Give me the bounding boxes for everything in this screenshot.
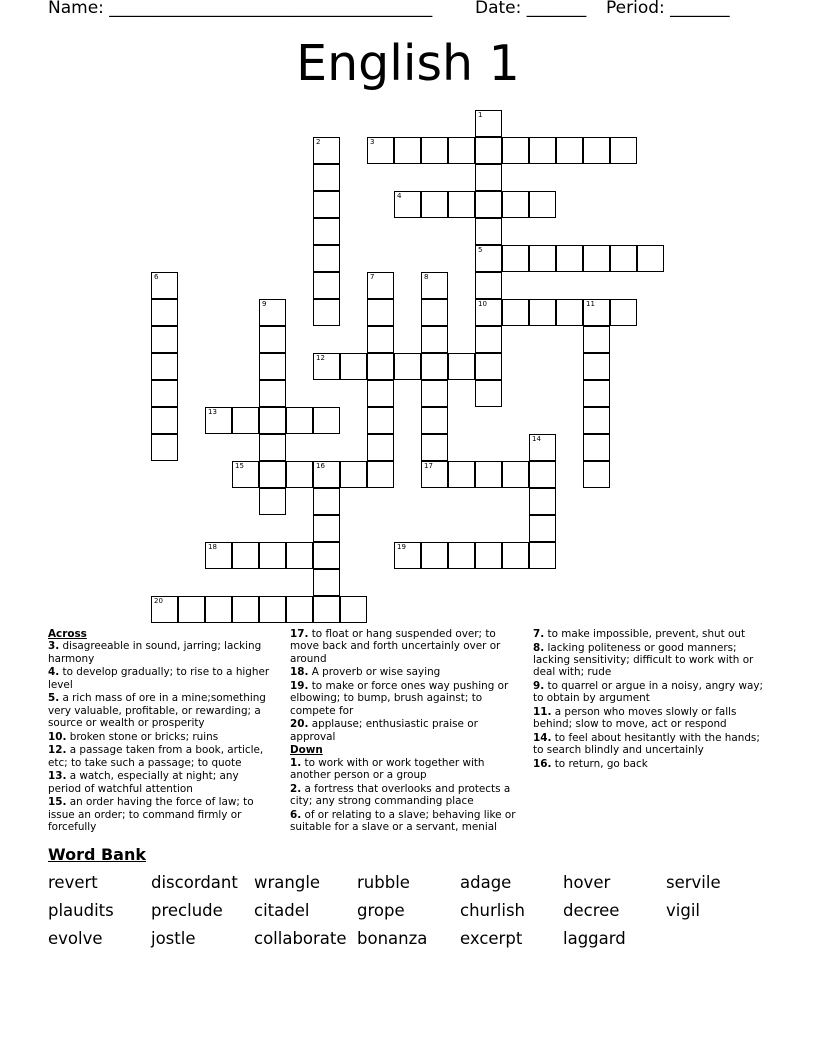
grid-cell[interactable]	[502, 542, 529, 569]
grid-cell[interactable]	[394, 137, 421, 164]
grid-cell[interactable]	[502, 137, 529, 164]
clues-column-2	[290, 628, 520, 834]
grid-cell[interactable]	[313, 596, 340, 623]
grid-cell[interactable]	[367, 299, 394, 326]
grid-cell[interactable]	[583, 380, 610, 407]
grid-cell[interactable]	[313, 461, 340, 488]
word-bank-item: vigil	[666, 901, 700, 920]
clue-text: to quarrel or argue in a noisy, angry way; to obtain by argument	[533, 679, 763, 705]
grid-cell[interactable]	[556, 245, 583, 272]
clue-text: lacking politeness or good manners; lacking sensitivity; difficult to work with or deal with; rude	[533, 641, 754, 679]
clue-text: to float or hang suspended over; to move back and forth uncertainly over or around	[290, 628, 501, 665]
grid-cell[interactable]	[313, 137, 340, 164]
clue-text: to work with or work together with another person or a group	[290, 756, 485, 781]
across-clue	[48, 692, 272, 729]
clue-number: 6.	[290, 808, 302, 821]
down-heading: Down	[290, 744, 323, 757]
grid-cell[interactable]	[340, 461, 367, 488]
grid-cell[interactable]	[583, 299, 610, 326]
grid-cell[interactable]	[394, 542, 421, 569]
down-clue	[533, 628, 769, 640]
word-bank-item: evolve	[48, 929, 103, 948]
grid-cell[interactable]	[475, 137, 502, 164]
clue-text: an order having the force of law; to issue an order; to command firmly or forcefully	[48, 796, 254, 833]
clue-text: a watch, especially at night; any period of watchful attention	[48, 770, 239, 795]
grid-cell[interactable]	[367, 326, 394, 353]
grid-cell[interactable]	[151, 299, 178, 326]
grid-number: 15	[235, 462, 244, 470]
grid-number: 8	[424, 273, 429, 281]
grid-cell[interactable]	[556, 299, 583, 326]
grid-cell[interactable]	[286, 407, 313, 434]
grid-number: 11	[586, 300, 595, 308]
grid-number: 1	[478, 111, 483, 119]
grid-cell[interactable]	[151, 272, 178, 299]
grid-cell[interactable]	[421, 299, 448, 326]
clue-text: to make impossible, prevent, shut out	[544, 628, 746, 640]
clue-text: applause; enthusiastic praise or approval	[290, 718, 478, 743]
grid-cell[interactable]	[259, 299, 286, 326]
clue-number: 14.	[533, 731, 552, 744]
clues-column-1	[48, 628, 272, 834]
grid-cell[interactable]	[421, 407, 448, 434]
clue-text: a person who moves slowly or falls behind; slow to move, act or respond	[533, 705, 737, 731]
grid-cell[interactable]	[529, 461, 556, 488]
word-bank-item: collaborate	[254, 929, 347, 948]
grid-cell[interactable]	[502, 191, 529, 218]
across-clue	[290, 718, 520, 743]
grid-number: 18	[208, 543, 217, 551]
grid-number: 13	[208, 408, 217, 416]
grid-number: 12	[316, 354, 325, 362]
grid-cell[interactable]	[340, 353, 367, 380]
clue-number: 10.	[48, 730, 67, 743]
grid-cell[interactable]	[529, 515, 556, 542]
word-bank-item: decree	[563, 901, 620, 920]
grid-cell[interactable]	[151, 353, 178, 380]
grid-cell[interactable]	[313, 542, 340, 569]
grid-number: 7	[370, 273, 375, 281]
grid-cell[interactable]	[367, 272, 394, 299]
grid-cell[interactable]	[475, 218, 502, 245]
down-clue	[290, 783, 520, 808]
clue-number: 4.	[48, 666, 60, 679]
grid-cell[interactable]	[475, 245, 502, 272]
clue-number: 17.	[290, 628, 309, 640]
grid-cell[interactable]	[421, 380, 448, 407]
grid-cell[interactable]	[232, 407, 259, 434]
grid-cell[interactable]	[286, 596, 313, 623]
grid-cell[interactable]	[367, 434, 394, 461]
word-bank-item: rubble	[357, 873, 410, 892]
word-bank-item: jostle	[151, 929, 196, 948]
grid-cell[interactable]	[259, 326, 286, 353]
word-bank-item: adage	[460, 873, 512, 892]
clue-text: broken stone or bricks; ruins	[66, 730, 219, 743]
down-clue	[533, 680, 769, 705]
grid-number: 19	[397, 543, 406, 551]
grid-cell[interactable]	[313, 245, 340, 272]
grid-cell[interactable]	[259, 407, 286, 434]
word-bank-item: excerpt	[460, 929, 523, 948]
grid-cell[interactable]	[178, 596, 205, 623]
grid-cell[interactable]	[286, 461, 313, 488]
across-clue	[290, 628, 520, 665]
grid-cell[interactable]	[259, 461, 286, 488]
clue-text: a fortress that overlooks and protects a city; any strong commanding place	[290, 782, 511, 807]
across-clue	[48, 796, 272, 833]
word-bank-item: hover	[563, 873, 611, 892]
grid-cell[interactable]	[421, 137, 448, 164]
grid-cell[interactable]	[286, 542, 313, 569]
clue-text: of or relating to a slave; behaving like or suitable for a slave or a servant, menial	[290, 808, 516, 833]
clue-number: 13.	[48, 770, 67, 783]
clue-text: a passage taken from a book, article, etc; to take such a passage; to quote	[48, 744, 264, 769]
across-clue	[48, 731, 272, 743]
down-clue	[533, 706, 769, 731]
clue-number: 8.	[533, 641, 545, 654]
grid-cell[interactable]	[259, 434, 286, 461]
grid-cell[interactable]	[313, 272, 340, 299]
grid-cell[interactable]	[340, 596, 367, 623]
clues-column-3	[533, 628, 769, 772]
word-bank-item: laggard	[563, 929, 626, 948]
grid-cell[interactable]	[475, 380, 502, 407]
grid-cell[interactable]	[313, 218, 340, 245]
grid-cell[interactable]	[232, 461, 259, 488]
grid-cell[interactable]	[475, 164, 502, 191]
grid-cell[interactable]	[313, 164, 340, 191]
grid-cell[interactable]	[232, 542, 259, 569]
word-bank-item: plaudits	[48, 901, 114, 920]
grid-cell[interactable]	[367, 380, 394, 407]
grid-cell[interactable]	[421, 272, 448, 299]
grid-cell[interactable]	[259, 488, 286, 515]
grid-cell[interactable]	[151, 380, 178, 407]
grid-cell[interactable]	[313, 299, 340, 326]
grid-cell[interactable]	[475, 110, 502, 137]
grid-cell[interactable]	[313, 191, 340, 218]
clue-number: 2.	[290, 782, 302, 795]
word-bank-item: discordant	[151, 873, 238, 892]
grid-cell[interactable]	[475, 353, 502, 380]
word-bank-title: Word Bank	[48, 845, 147, 864]
clue-number: 9.	[533, 679, 545, 692]
down-clue	[290, 809, 520, 834]
grid-cell[interactable]	[448, 461, 475, 488]
clue-text: A proverb or wise saying	[308, 666, 441, 679]
grid-cell[interactable]	[583, 461, 610, 488]
grid-number: 17	[424, 462, 433, 470]
across-clue	[290, 666, 520, 678]
grid-cell[interactable]	[367, 353, 394, 380]
grid-number: 2	[316, 138, 321, 146]
word-bank-item: grope	[357, 901, 405, 920]
down-clue	[533, 732, 769, 757]
grid-cell[interactable]	[151, 407, 178, 434]
grid-number: 4	[397, 192, 402, 200]
grid-cell[interactable]	[502, 299, 529, 326]
word-bank-item: preclude	[151, 901, 223, 920]
grid-cell[interactable]	[421, 326, 448, 353]
grid-cell[interactable]	[529, 488, 556, 515]
clue-number: 19.	[290, 679, 309, 692]
grid-cell[interactable]	[502, 461, 529, 488]
across-clue	[48, 666, 272, 691]
grid-number: 10	[478, 300, 487, 308]
grid-cell[interactable]	[610, 299, 637, 326]
grid-cell[interactable]	[421, 461, 448, 488]
clue-text: a rich mass of ore in a mine;something very valuable, profitable, or rewarding; a source or wealth or prosperity	[48, 692, 266, 729]
grid-cell[interactable]	[421, 353, 448, 380]
clue-number: 5.	[48, 692, 60, 705]
across-clue	[48, 640, 272, 665]
grid-number: 5	[478, 246, 483, 254]
grid-number: 16	[316, 462, 325, 470]
grid-cell[interactable]	[205, 407, 232, 434]
word-bank-item: servile	[666, 873, 721, 892]
clue-text: to make or force ones way pushing or elbowing; to bump, brush against; to compete for	[290, 679, 509, 717]
grid-cell[interactable]	[259, 380, 286, 407]
grid-cell[interactable]	[583, 434, 610, 461]
grid-cell[interactable]	[448, 137, 475, 164]
grid-cell[interactable]	[313, 407, 340, 434]
grid-cell[interactable]	[475, 191, 502, 218]
grid-cell[interactable]	[556, 137, 583, 164]
grid-cell[interactable]	[151, 596, 178, 623]
grid-cell[interactable]	[610, 137, 637, 164]
across-clue	[290, 680, 520, 717]
grid-cell[interactable]	[313, 488, 340, 515]
grid-cell[interactable]	[529, 434, 556, 461]
grid-cell[interactable]	[583, 137, 610, 164]
grid-cell[interactable]	[313, 515, 340, 542]
clue-number: 11.	[533, 705, 552, 718]
clue-number: 7.	[533, 628, 545, 640]
grid-cell[interactable]	[367, 407, 394, 434]
name-field[interactable]: Name: ______________________________________	[48, 0, 433, 18]
clue-number: 16.	[533, 757, 552, 770]
grid-cell[interactable]	[475, 272, 502, 299]
clue-text: to develop gradually; to rise to a higher level	[48, 666, 270, 691]
grid-cell[interactable]	[259, 353, 286, 380]
grid-cell[interactable]	[475, 461, 502, 488]
grid-cell[interactable]	[367, 137, 394, 164]
clue-number: 3.	[48, 640, 60, 653]
grid-cell[interactable]	[529, 245, 556, 272]
grid-cell[interactable]	[367, 461, 394, 488]
grid-cell[interactable]	[583, 407, 610, 434]
clue-text: to return, go back	[551, 757, 648, 770]
clue-text: to feel about hesitantly with the hands; to search blindly and uncertainly	[533, 731, 760, 757]
grid-cell[interactable]	[448, 542, 475, 569]
clue-number: 1.	[290, 756, 302, 769]
grid-cell[interactable]	[394, 191, 421, 218]
grid-cell[interactable]	[205, 596, 232, 623]
grid-cell[interactable]	[313, 353, 340, 380]
grid-cell[interactable]	[475, 326, 502, 353]
grid-cell[interactable]	[583, 245, 610, 272]
grid-cell[interactable]	[610, 245, 637, 272]
grid-number: 9	[262, 300, 267, 308]
grid-cell[interactable]	[637, 245, 664, 272]
clue-text: disagreeable in sound, jarring; lacking harmony	[48, 640, 262, 665]
down-clue	[533, 642, 769, 679]
grid-number: 20	[154, 597, 163, 605]
clue-number: 12.	[48, 744, 67, 757]
word-bank-item: wrangle	[254, 873, 321, 892]
across-clue	[48, 770, 272, 795]
down-clue	[290, 757, 520, 782]
grid-number: 14	[532, 435, 541, 443]
grid-cell[interactable]	[448, 353, 475, 380]
grid-cell[interactable]	[232, 596, 259, 623]
grid-cell[interactable]	[502, 245, 529, 272]
across-heading: Across	[48, 628, 87, 640]
grid-cell[interactable]	[529, 299, 556, 326]
grid-cell[interactable]	[259, 542, 286, 569]
period-field[interactable]: Period: _______	[606, 0, 730, 18]
grid-number: 6	[154, 273, 159, 281]
grid-cell[interactable]	[259, 596, 286, 623]
grid-cell[interactable]	[421, 434, 448, 461]
grid-cell[interactable]	[583, 326, 610, 353]
word-bank-item: churlish	[460, 901, 525, 920]
grid-cell[interactable]	[421, 191, 448, 218]
down-clue	[533, 758, 769, 770]
grid-cell[interactable]	[583, 353, 610, 380]
grid-number: 3	[370, 138, 375, 146]
grid-cell[interactable]	[151, 326, 178, 353]
word-bank-item: bonanza	[357, 929, 428, 948]
across-clue	[48, 744, 272, 769]
grid-cell[interactable]	[421, 542, 448, 569]
grid-cell[interactable]	[448, 191, 475, 218]
word-bank-item: citadel	[254, 901, 310, 920]
grid-cell[interactable]	[475, 542, 502, 569]
grid-cell[interactable]	[475, 299, 502, 326]
clue-number: 18.	[290, 666, 309, 679]
clue-number: 20.	[290, 718, 309, 731]
grid-cell[interactable]	[529, 137, 556, 164]
clue-number: 15.	[48, 796, 67, 809]
grid-cell[interactable]	[313, 569, 340, 596]
date-field[interactable]: Date: _______	[475, 0, 587, 18]
grid-cell[interactable]	[529, 191, 556, 218]
grid-cell[interactable]	[151, 434, 178, 461]
grid-cell[interactable]	[205, 542, 232, 569]
grid-cell[interactable]	[394, 353, 421, 380]
page-title: English 1	[296, 35, 520, 92]
word-bank-item: revert	[48, 873, 98, 892]
grid-cell[interactable]	[529, 542, 556, 569]
